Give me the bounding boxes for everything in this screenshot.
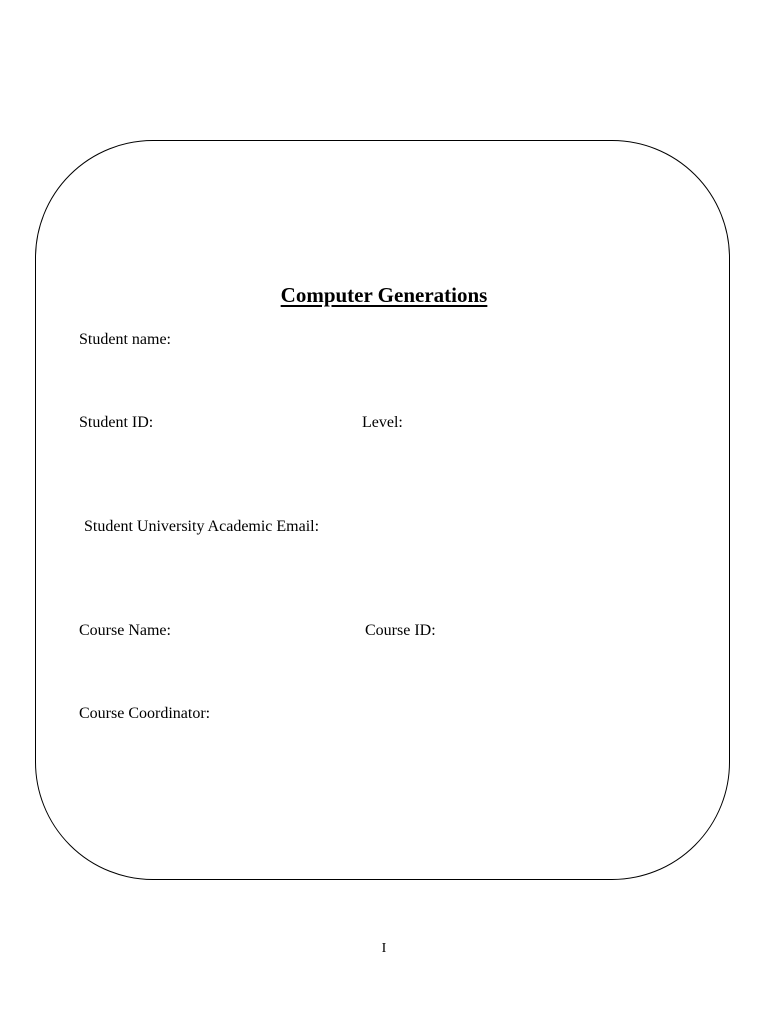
- course-coordinator-label: Course Coordinator:: [79, 705, 211, 722]
- student-name-label: Student name:: [79, 331, 171, 348]
- course-name-label: Course Name:: [79, 622, 171, 639]
- cover-frame: [35, 140, 730, 880]
- page-number: I: [381, 941, 387, 956]
- document-title: Computer Generations: [280, 283, 488, 307]
- level-label: Level:: [362, 414, 403, 431]
- student-id-label: Student ID:: [79, 414, 154, 431]
- student-email-label: Student University Academic Email:: [84, 518, 320, 535]
- course-id-label: Course ID:: [365, 622, 436, 639]
